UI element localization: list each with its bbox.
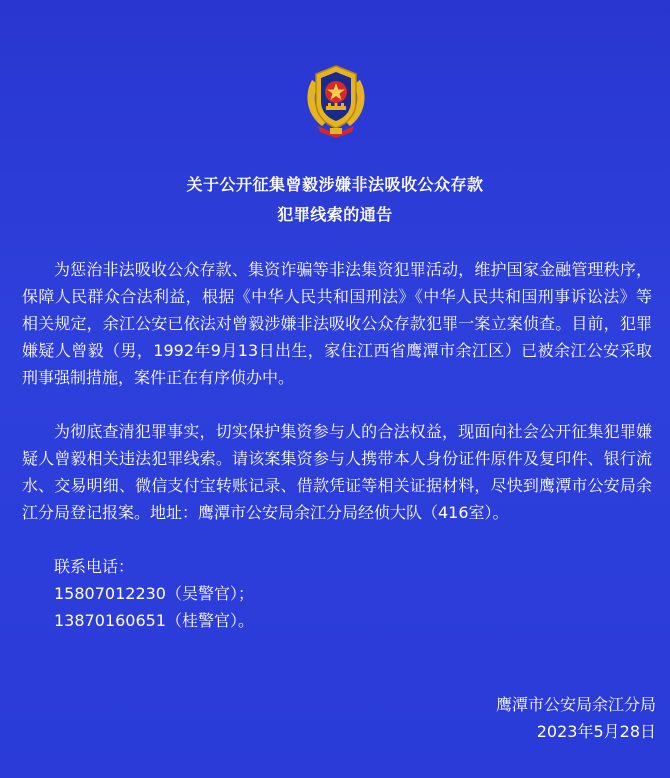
title-line-1: 关于公开征集曾毅涉嫌非法吸收公众存款 [186, 175, 484, 194]
body-paragraph-2: 为彻底查清犯罪事实，切实保护集资参与人的合法权益，现面向社会公开征集犯罪嫌疑人曾毅相关违法犯罪线索。请该案集资参与人携带本人身份证件原件及复印件、银行流水、交易明细、微信支付宝转账记录、借款凭证等相关证据材料，尽快到鹰潭市公安局余江分局登记报案。地址：鹰潭市公安局余江分局经侦大队（416室）。 [22, 422, 652, 522]
title-line-2: 犯罪线索的通告 [277, 205, 393, 224]
police-emblem-icon [302, 62, 370, 138]
signature-date: 2023年5月28日 [536, 722, 656, 741]
signature-block [496, 691, 656, 745]
contact-label: 联系电话： [54, 557, 135, 576]
contact-phone-2: 13870160651（桂警官）。 [54, 611, 254, 630]
notice-title [0, 170, 670, 230]
signature-org: 鹰潭市公安局余江分局 [495, 695, 656, 714]
contact-block [22, 553, 652, 634]
body-paragraph-1: 为惩治非法吸收公众存款、集资诈骗等非法集资犯罪活动，维护国家金融管理秩序，保障人民群众合法利益，根据《中华人民共和国刑法》《中华人民共和国刑事诉讼法》等相关规定，余江公安已依法对曾毅涉嫌非法吸收公众存款犯罪一案立案侦查。目前，犯罪嫌疑人曾毅（男，1992年9月13日出生，家住江西省鹰潭市余江区）已被余江公安采取刑事强制措施，案件正在有序侦办中。 [22, 260, 652, 387]
contact-phone-1: 15807012230（吴警官）； [54, 584, 254, 603]
